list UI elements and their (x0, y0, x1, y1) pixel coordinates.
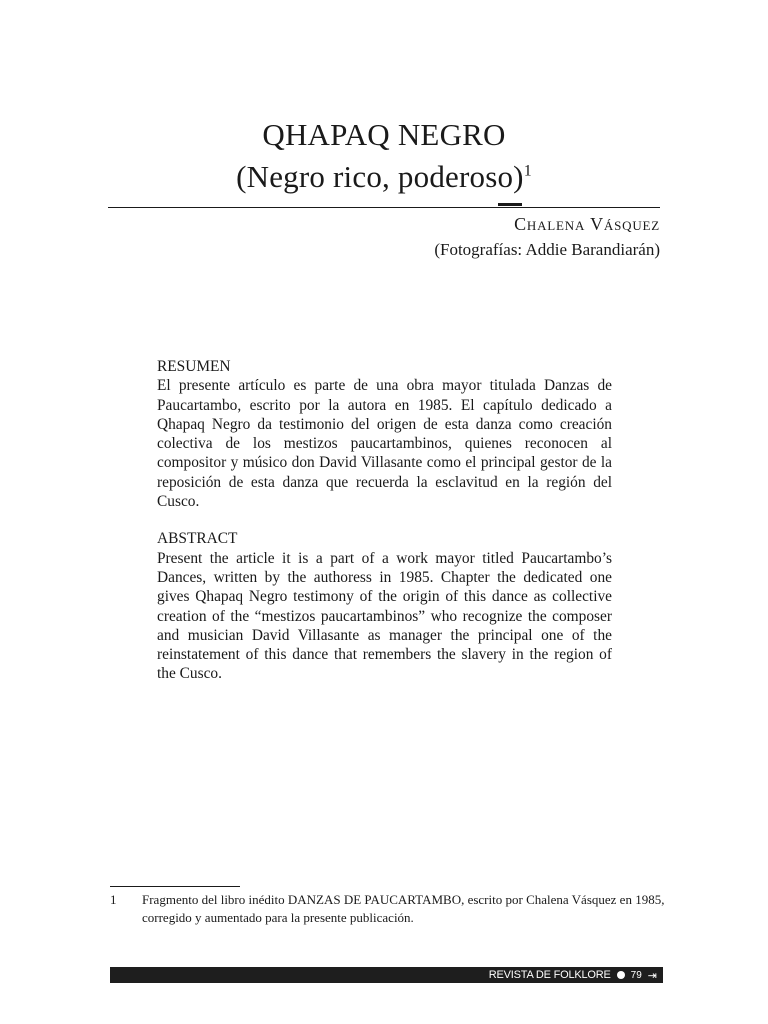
title-subtitle-text: (Negro rico, poderoso) (236, 159, 524, 194)
author-name: Chalena Vásquez (514, 214, 660, 234)
resumen-heading: RESUMEN (157, 358, 231, 375)
bullet-dot-icon (617, 971, 625, 979)
title-rule-accent (498, 203, 522, 206)
footnote (110, 891, 665, 926)
journal-name: REVISTA DE FOLKLORE (488, 969, 611, 981)
section-spacer (157, 511, 612, 529)
title-subtitle (0, 156, 768, 198)
abstract-heading: ABSTRACT (157, 530, 238, 548)
page-number: 79 (630, 969, 642, 981)
footnote-rule (110, 886, 240, 887)
arrow-to-right-bar-icon: ⇥ (647, 969, 657, 982)
title-main: QHAPAQ NEGRO (262, 117, 506, 152)
footer-content (489, 967, 657, 983)
title-rule (108, 207, 660, 208)
resumen-text: El presente artículo es parte de una obra mayor titulada Danzas de Paucartambo, escrito por la autora en 1985. El capítulo dedicado a Qhapaq Negro da testimonio del origen de esta danza como creación colectiva de los mestizos paucartambinos, quienes reconocen al compositor y músico don David Villasante como el principal gestor de la reposición de esta danza que recuerda la esclavitud en la región del Cusco. (157, 377, 612, 511)
title-footnote-marker: 1 (523, 162, 532, 180)
footnote-text: Fragmento del libro inédito DANZAS DE PAUCARTAMBO, escrito por Chalena Vásquez en 1985, corregido y aumentado para la presente publicación. (142, 892, 665, 925)
article-title (0, 114, 768, 198)
page-footer (110, 967, 663, 983)
abstracts-section (157, 357, 612, 684)
photo-credit: (Fotografías: Addie Barandiarán) (434, 240, 660, 259)
abstract-text: Present the article it is a part of a work mayor titled Paucartambo’s Dances, written by the authoress in 1985. Chapter the dedicated one gives Qhapaq Negro testimony of the origin of this dance as collective creation of the “mestizos paucartambinos” who recognize the composer and musician David Villasante as manager the principal one of the reinstatement of this dance that remembers the slavery in the region of the Cusco. (157, 549, 612, 683)
footnote-number: 1 (110, 892, 117, 907)
